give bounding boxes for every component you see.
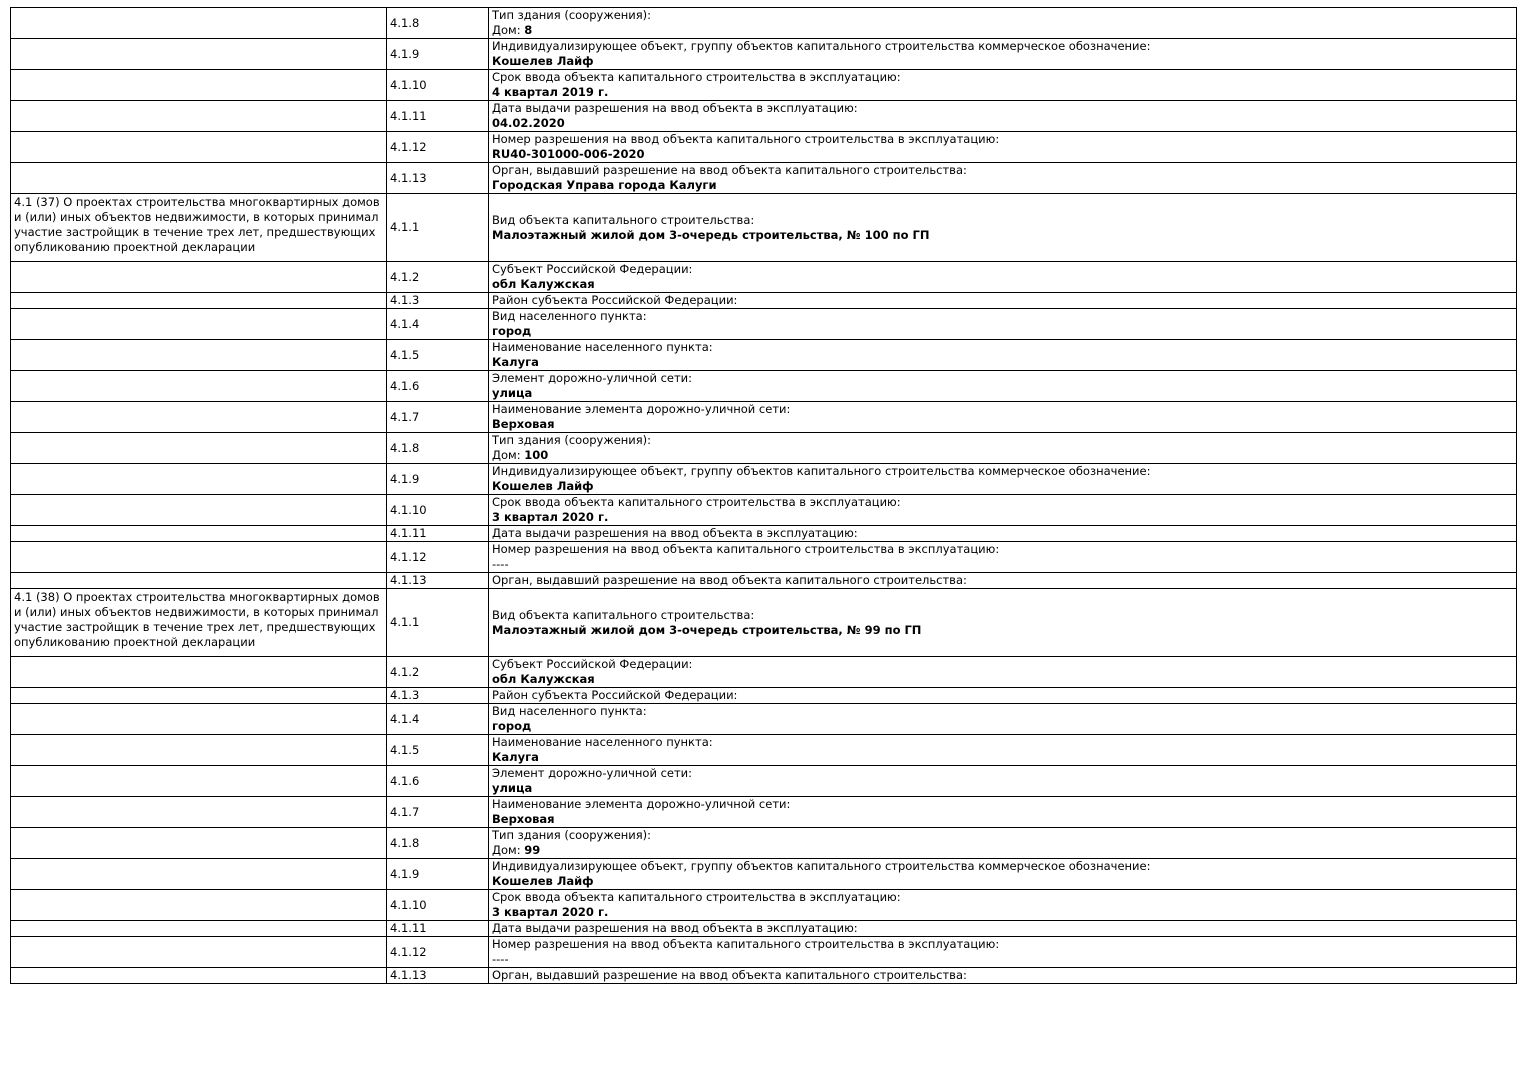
field-value: обл Калужская	[492, 277, 595, 291]
field-label: Номер разрешения на ввод объекта капитального строительства в эксплуатацию:	[492, 542, 1000, 556]
table-row	[11, 464, 1517, 495]
table-row	[11, 402, 1517, 433]
section-empty-cell	[11, 542, 387, 573]
table-body	[11, 8, 1517, 984]
field-label: Индивидуализирующее объект, группу объектов капитального строительства коммерческое обозначение:	[492, 859, 1151, 873]
field-cell	[489, 859, 1517, 890]
field-cell	[489, 194, 1517, 262]
table-row	[11, 766, 1517, 797]
field-cell	[489, 573, 1517, 589]
section-empty-cell	[11, 968, 387, 984]
field-label: Наименование населенного пункта:	[492, 735, 713, 749]
section-empty-cell	[11, 921, 387, 937]
field-cell	[489, 526, 1517, 542]
field-value: ----	[492, 557, 509, 571]
row-number-cell: 4.1.7	[387, 797, 489, 828]
table-row	[11, 101, 1517, 132]
field-cell	[489, 890, 1517, 921]
field-label: Тип здания (сооружения):	[492, 828, 652, 842]
field-value: Дом: 99	[492, 843, 541, 857]
table-row	[11, 495, 1517, 526]
table-row	[11, 132, 1517, 163]
row-number-cell: 4.1.8	[387, 8, 489, 39]
field-label: Вид населенного пункта:	[492, 309, 647, 323]
field-value: Кошелев Лайф	[492, 54, 594, 68]
section-empty-cell	[11, 859, 387, 890]
row-number-cell: 4.1.4	[387, 704, 489, 735]
field-label: Наименование элемента дорожно-уличной сети:	[492, 402, 791, 416]
field-value: RU40-301000-006-2020	[492, 147, 645, 161]
table-row	[11, 526, 1517, 542]
field-value: обл Калужская	[492, 672, 595, 686]
row-number-cell: 4.1.4	[387, 309, 489, 340]
field-cell	[489, 309, 1517, 340]
field-label: Орган, выдавший разрешение на ввод объекта капитального строительства:	[492, 968, 967, 982]
row-number-cell: 4.1.2	[387, 262, 489, 293]
field-value: Дом: 100	[492, 448, 549, 462]
field-value: Кошелев Лайф	[492, 874, 594, 888]
field-cell	[489, 937, 1517, 968]
table-row	[11, 573, 1517, 589]
field-value: Дом: 8	[492, 23, 533, 37]
section-empty-cell	[11, 340, 387, 371]
field-cell	[489, 163, 1517, 194]
section-label-cell: 4.1 (38) О проектах строительства многоквартирных домов и (или) иных объектов недвижимости, в которых принимал участие застройщик в течение трех лет, предшествующих опубликованию проектной декларации	[11, 589, 387, 657]
field-label: Дата выдачи разрешения на ввод объекта в эксплуатацию:	[492, 526, 858, 540]
field-cell	[489, 8, 1517, 39]
table-row	[11, 371, 1517, 402]
row-number-cell: 4.1.9	[387, 464, 489, 495]
field-value: улица	[492, 781, 533, 795]
field-cell	[489, 464, 1517, 495]
section-empty-cell	[11, 704, 387, 735]
field-value-prefix: Дом:	[492, 23, 525, 37]
field-cell	[489, 101, 1517, 132]
table-row	[11, 262, 1517, 293]
field-value: город	[492, 324, 532, 338]
field-value-prefix: Дом:	[492, 843, 525, 857]
section-empty-cell	[11, 526, 387, 542]
row-number-cell: 4.1.1	[387, 194, 489, 262]
field-value: Верховая	[492, 812, 555, 826]
section-empty-cell	[11, 293, 387, 309]
section-empty-cell	[11, 828, 387, 859]
section-empty-cell	[11, 937, 387, 968]
table-row	[11, 589, 1517, 657]
section-empty-cell	[11, 688, 387, 704]
row-number-cell: 4.1.12	[387, 937, 489, 968]
table-row	[11, 293, 1517, 309]
section-empty-cell	[11, 766, 387, 797]
field-value: Верховая	[492, 417, 555, 431]
field-label: Орган, выдавший разрешение на ввод объекта капитального строительства:	[492, 573, 967, 587]
table-row	[11, 657, 1517, 688]
section-empty-cell	[11, 132, 387, 163]
row-number-cell: 4.1.10	[387, 70, 489, 101]
row-number-cell: 4.1.2	[387, 657, 489, 688]
field-cell	[489, 340, 1517, 371]
section-label-cell: 4.1 (37) О проектах строительства многоквартирных домов и (или) иных объектов недвижимости, в которых принимал участие застройщик в течение трех лет, предшествующих опубликованию проектной декларации	[11, 194, 387, 262]
row-number-cell: 4.1.11	[387, 921, 489, 937]
section-empty-cell	[11, 262, 387, 293]
field-cell	[489, 657, 1517, 688]
field-cell	[489, 688, 1517, 704]
row-number-cell: 4.1.6	[387, 371, 489, 402]
table-row	[11, 828, 1517, 859]
field-value: Малоэтажный жилой дом 3-очередь строительства, № 99 по ГП	[492, 622, 922, 637]
section-empty-cell	[11, 101, 387, 132]
field-label: Район субъекта Российской Федерации:	[492, 293, 738, 307]
row-number-cell: 4.1.11	[387, 101, 489, 132]
field-label: Тип здания (сооружения):	[492, 8, 652, 22]
field-cell	[489, 495, 1517, 526]
row-number-cell: 4.1.11	[387, 526, 489, 542]
row-number-cell: 4.1.5	[387, 735, 489, 766]
field-label: Субъект Российской Федерации:	[492, 262, 693, 276]
section-empty-cell	[11, 657, 387, 688]
row-number-cell: 4.1.3	[387, 688, 489, 704]
field-label: Субъект Российской Федерации:	[492, 657, 693, 671]
field-value: 4 квартал 2019 г.	[492, 85, 609, 99]
field-cell	[489, 968, 1517, 984]
field-cell	[489, 293, 1517, 309]
field-value: Калуга	[492, 355, 539, 369]
field-value: ----	[492, 952, 509, 966]
field-label: Элемент дорожно-уличной сети:	[492, 766, 693, 780]
field-label: Срок ввода объекта капитального строительства в эксплуатацию:	[492, 495, 901, 509]
table-row	[11, 309, 1517, 340]
table-row	[11, 968, 1517, 984]
field-cell	[489, 39, 1517, 70]
field-value: Малоэтажный жилой дом 3-очередь строительства, № 100 по ГП	[492, 227, 930, 242]
field-label: Тип здания (сооружения):	[492, 433, 652, 447]
table-row	[11, 937, 1517, 968]
field-value: улица	[492, 386, 533, 400]
field-label: Дата выдачи разрешения на ввод объекта в эксплуатацию:	[492, 101, 858, 115]
field-label: Срок ввода объекта капитального строительства в эксплуатацию:	[492, 70, 901, 84]
table-row	[11, 735, 1517, 766]
field-cell	[489, 797, 1517, 828]
project-declaration-table	[10, 7, 1517, 984]
field-label: Вид объекта капитального строительства:	[492, 607, 755, 622]
table-row	[11, 542, 1517, 573]
field-value: Калуга	[492, 750, 539, 764]
field-value: Городская Управа города Калуги	[492, 178, 717, 192]
row-number-cell: 4.1.3	[387, 293, 489, 309]
field-cell	[489, 735, 1517, 766]
field-label: Номер разрешения на ввод объекта капитального строительства в эксплуатацию:	[492, 132, 1000, 146]
section-empty-cell	[11, 8, 387, 39]
field-label: Дата выдачи разрешения на ввод объекта в эксплуатацию:	[492, 921, 858, 935]
field-cell	[489, 262, 1517, 293]
table-row	[11, 688, 1517, 704]
row-number-cell: 4.1.9	[387, 859, 489, 890]
field-label: Индивидуализирующее объект, группу объектов капитального строительства коммерческое обозначение:	[492, 39, 1151, 53]
field-label: Наименование населенного пункта:	[492, 340, 713, 354]
row-number-cell: 4.1.13	[387, 573, 489, 589]
field-label: Наименование элемента дорожно-уличной сети:	[492, 797, 791, 811]
section-empty-cell	[11, 464, 387, 495]
row-number-cell: 4.1.12	[387, 542, 489, 573]
section-empty-cell	[11, 890, 387, 921]
field-value: 04.02.2020	[492, 116, 565, 130]
field-cell	[489, 70, 1517, 101]
field-cell	[489, 589, 1517, 657]
section-empty-cell	[11, 797, 387, 828]
row-number-cell: 4.1.10	[387, 495, 489, 526]
section-empty-cell	[11, 163, 387, 194]
field-cell	[489, 402, 1517, 433]
section-empty-cell	[11, 495, 387, 526]
row-number-cell: 4.1.6	[387, 766, 489, 797]
section-empty-cell	[11, 70, 387, 101]
field-cell	[489, 132, 1517, 163]
row-number-cell: 4.1.12	[387, 132, 489, 163]
field-cell	[489, 704, 1517, 735]
table-row	[11, 39, 1517, 70]
field-cell	[489, 828, 1517, 859]
table-row	[11, 797, 1517, 828]
field-cell	[489, 921, 1517, 937]
row-number-cell: 4.1.7	[387, 402, 489, 433]
field-cell	[489, 542, 1517, 573]
table-row	[11, 340, 1517, 371]
field-label: Вид населенного пункта:	[492, 704, 647, 718]
table-row	[11, 890, 1517, 921]
row-number-cell: 4.1.1	[387, 589, 489, 657]
table-row	[11, 163, 1517, 194]
row-number-cell: 4.1.5	[387, 340, 489, 371]
field-value-prefix: Дом:	[492, 448, 525, 462]
field-label: Вид объекта капитального строительства:	[492, 212, 755, 227]
row-number-cell: 4.1.8	[387, 433, 489, 464]
table-row	[11, 8, 1517, 39]
table-row	[11, 921, 1517, 937]
row-number-cell: 4.1.8	[387, 828, 489, 859]
field-label: Индивидуализирующее объект, группу объектов капитального строительства коммерческое обозначение:	[492, 464, 1151, 478]
section-empty-cell	[11, 402, 387, 433]
table-row	[11, 704, 1517, 735]
table-row	[11, 859, 1517, 890]
field-value: 3 квартал 2020 г.	[492, 905, 609, 919]
table-row	[11, 70, 1517, 101]
row-number-cell: 4.1.13	[387, 968, 489, 984]
section-empty-cell	[11, 433, 387, 464]
field-cell	[489, 766, 1517, 797]
section-empty-cell	[11, 573, 387, 589]
table-row	[11, 433, 1517, 464]
field-value: город	[492, 719, 532, 733]
section-empty-cell	[11, 735, 387, 766]
field-label: Орган, выдавший разрешение на ввод объекта капитального строительства:	[492, 163, 967, 177]
row-number-cell: 4.1.10	[387, 890, 489, 921]
row-number-cell: 4.1.13	[387, 163, 489, 194]
field-value: 3 квартал 2020 г.	[492, 510, 609, 524]
field-label: Элемент дорожно-уличной сети:	[492, 371, 693, 385]
row-number-cell: 4.1.9	[387, 39, 489, 70]
section-empty-cell	[11, 39, 387, 70]
section-empty-cell	[11, 371, 387, 402]
field-label: Район субъекта Российской Федерации:	[492, 688, 738, 702]
field-cell	[489, 433, 1517, 464]
table-row	[11, 194, 1517, 262]
field-value: Кошелев Лайф	[492, 479, 594, 493]
field-label: Номер разрешения на ввод объекта капитального строительства в эксплуатацию:	[492, 937, 1000, 951]
section-empty-cell	[11, 309, 387, 340]
field-cell	[489, 371, 1517, 402]
field-label: Срок ввода объекта капитального строительства в эксплуатацию:	[492, 890, 901, 904]
